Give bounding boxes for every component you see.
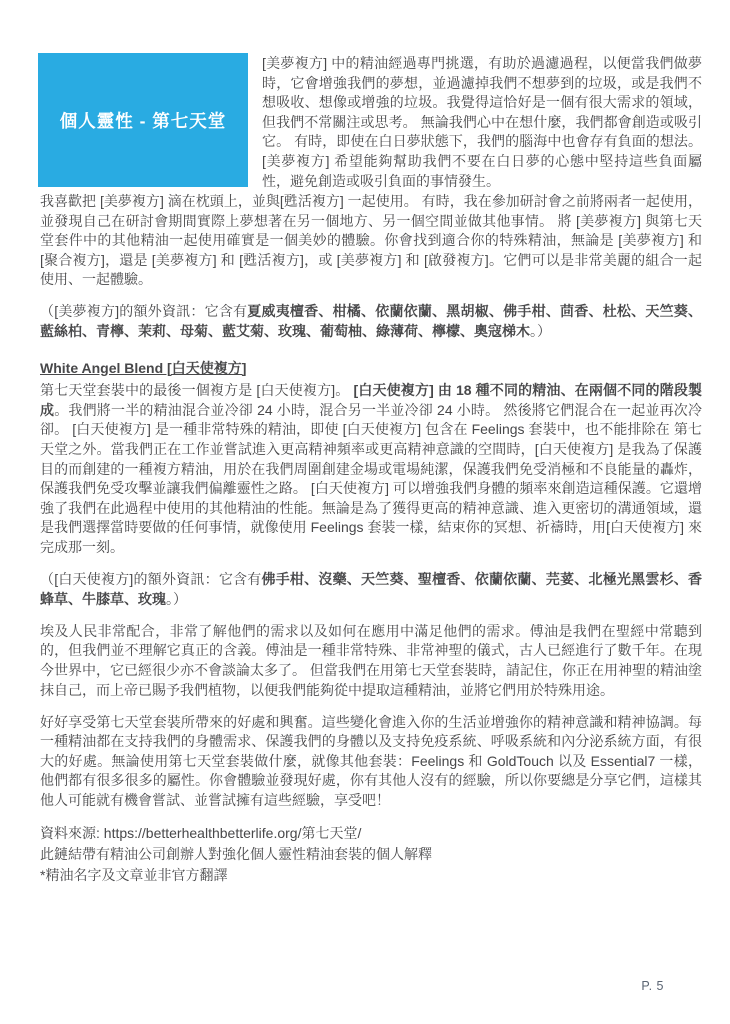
paragraph-dream-extra-info	[40, 302, 702, 341]
white-angel-extra-prefix: （[白天使複方]的額外資訊：它含有	[40, 571, 262, 588]
white-angel-rest: 。我們將一半的精油混合並冷卻 24 小時，混合另一半並冷卻 24 小時。 然後將它們混合在一起並再次冷卻。 [白天使複方] 是一種非常特殊的精油，即使 [白天使複方] 包含在 Feelings 套裝中，也不能排除在 第七天堂之外。當我們正在工作並嘗試進入更高精神頻率或更高精神意識的空間時，[白天使複方] 是我為了保護目的而創建的一種複方精油，用於在我們周圍創建金場或電場純潔，保護我們免受消極和不良能量的轟炸，保護我們免受攻擊並讓我們偏離靈性之路。 [白天使複方] 可以增強我們身體的頻率來創造這種保護。它還增強了我們在此過程中使用的其他精油的性能。無論是為了獲得更高的精神意識、進入更密切的溝通領域，還是我們選擇當時要做的任何事情，就像使用 Feelings 套裝一樣，結束你的冥想、祈禱時，用[白天使複方] 來完成那一刻。	[40, 401, 702, 555]
paragraph-white-angel-extra-info	[40, 570, 702, 609]
white-angel-lead: 第七天堂套裝中的最後一個複方是 [白天使複方]。	[40, 382, 354, 399]
paragraph-white-angel	[40, 381, 702, 557]
paragraph-dream-usage: 我喜歡把 [美夢複方] 滴在枕頭上，並與[甦活複方] 一起使用。 有時，我在參加研討會之前將兩者一起使用，並發現自己在研討會期間實際上夢想著在另一個地方、另一個空間並做其他事情。 將 [美夢複方] 與第七天堂套件中的其他精油一起使用確實是一個美妙的體驗。你會找到適合你的特殊精油，無論是 [美夢複方] 和 [聚合複方]，還是 [美夢複方] 和 [甦活複方]，或 [美夢複方] 和 [啟發複方]。它們可以是非常美麗的組合一起使用、一起體驗。	[40, 193, 702, 288]
source-url-line: 資料來源: https://betterhealthbetterlife.org/第七天堂/	[40, 825, 362, 842]
dream-extra-suffix: 。）	[530, 323, 551, 340]
white-angel-bold-statement: [白天使複方] 由 18 種不同的精油、在兩個不同的階段製成	[40, 382, 702, 418]
dream-extra-oils-list: 夏威夷檀香、柑橘、依蘭依蘭、黑胡椒、佛手柑、茴香、杜松、天竺葵、藍絲柏、青檸、茉莉、母菊、藍艾菊、玫瑰、葡萄柚、綠薄荷、檸檬、奧寇梯木	[40, 303, 703, 340]
source-block	[40, 823, 702, 886]
intro-paragraph: [美夢複方] 中的精油經過專門挑選，有助於過濾過程，以便當我們做夢時，它會增強我們的夢想，並過濾掉我們不想夢到的垃圾，或是我們不想吸收、想像或增強的垃圾。我覺得這恰好是一個有很大需求的領域，但我們不常關注或思考。 無論我們心中在想什麼，我們都會創造或吸引它。 有時，即使在白日夢狀態下，我們的腦海中也會存有負面的想法。 [美夢複方] 希望能夠幫助我們不要在白日夢的心態中堅持這些負面屬性，避免創造或吸引負面的事情發生。	[262, 55, 702, 189]
translation-disclaimer: *精油名字及文章並非官方翻譯	[40, 867, 228, 884]
page-number: P. 5	[641, 979, 664, 993]
header	[38, 53, 702, 191]
paragraph-enjoy-benefits: 好好享受第七天堂套裝所帶來的好處和興奮。這些變化會進入你的生活並增強你的精神意識和精神協調。每一種精油都在支持我們的身體需求、保護我們的身體以及支持免疫系統、呼吸系統和內分泌系統方面，有很大的好處。無論使用第七天堂套裝做什麼，就像其他套裝：Feelings 和 GoldTouch 以及 Essential7 一樣，他們都有很多很多的屬性。你會體驗並發現好處，你有其他人沒有的經驗，所以你要總是分享它們，這樣其他人可能就有機會嘗試、並嘗試擁有這些經驗，享受吧！	[40, 713, 702, 809]
white-angel-extra-suffix: 。）	[166, 590, 187, 607]
source-note: 此鏈結帶有精油公司創辦人對強化個人靈性精油套裝的個人解釋	[40, 846, 432, 863]
white-angel-extra-oils-list: 佛手柑、沒藥、天竺葵、聖檀香、依蘭依蘭、芫荽、北極光黑雲杉、香蜂草、牛膝草、玫瑰	[40, 571, 703, 607]
title-box	[38, 53, 248, 187]
content	[40, 192, 702, 899]
dream-extra-prefix: （[美夢複方]的額外資訊：它含有	[40, 303, 248, 320]
white-angel-heading: White Angel Blend [白天使複方]	[40, 359, 247, 376]
page-title: 個人靈性 - 第七天堂	[59, 110, 227, 131]
paragraph-egypt-anointing: 埃及人民非常配合，非常了解他們的需求以及如何在應用中滿足他們的需求。傅油是我們在聖經中常聽到的，但我們並不理解它真正的含義。傅油是一種非常特殊、非常神聖的儀式，古人已經進行了數千年。在現今世界中，它已經很少亦不會談論太多了。 但當我們在用第七天堂套裝時，請記住，你正在用神聖的精油塗抹自己，而上帝已賜予我們植物，以便我們能夠從中提取這種精油，並將它們用於特殊用途。	[40, 622, 702, 698]
